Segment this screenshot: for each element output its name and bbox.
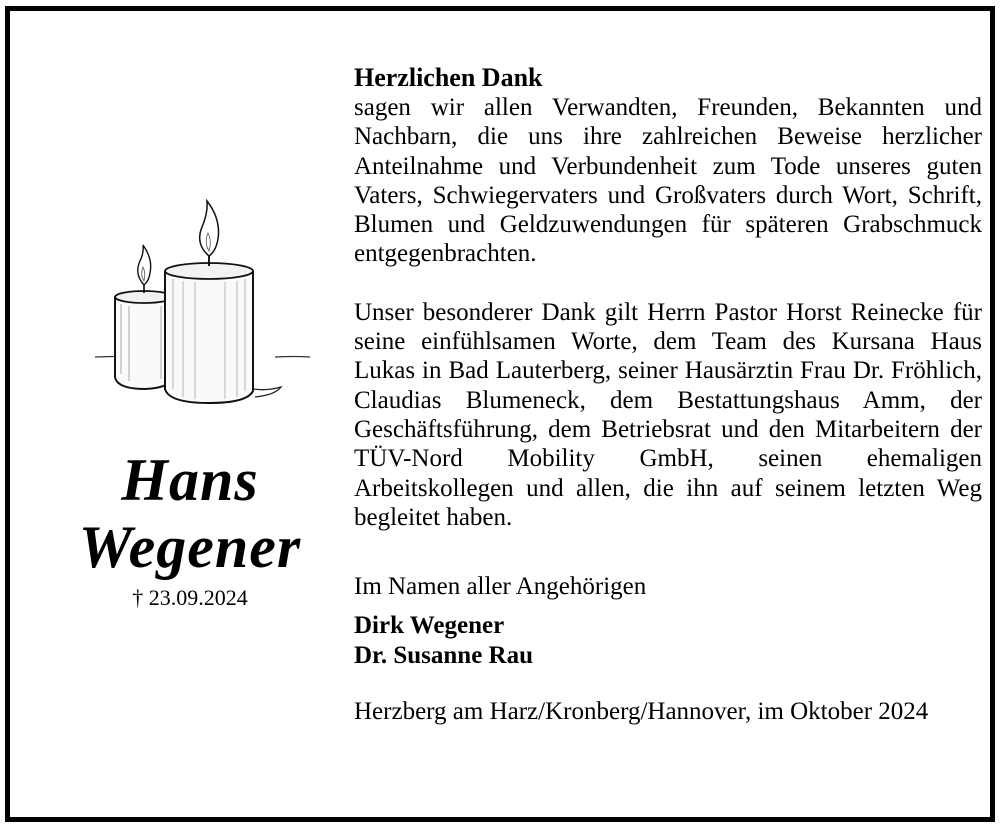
- thanks-heading: Herzlichen Dank: [354, 63, 543, 92]
- signer-name: Dr. Susanne Rau: [354, 642, 534, 670]
- candles-icon: [95, 189, 310, 414]
- deceased-first-name: Hans: [121, 447, 259, 513]
- deceased-last-name: Wegener: [78, 514, 302, 580]
- signoff-line: Im Namen aller Angehörigen: [354, 573, 647, 601]
- thanks-text: [354, 63, 982, 727]
- obituary-frame: [5, 6, 995, 822]
- thanks-paragraph-2: Unser besonderer Dank gilt Herrn Pastor Horst Reinecke für seine einfühlsamen Worte, dem Team des Kursana Haus Lukas in Bad Lauterberg, seiner Hausärztin Frau Dr. Fröhlich, Claudias Blumeneck, dem Bestattungshaus Amm, der Geschäftsführung, dem Betriebsrat und den Mitarbeitern der TÜV-Nord Mobility GmbH, seinen ehemaligen Arbeitskollegen und allen, die ihn auf seinem letzten Weg begleitet haben.: [354, 298, 982, 531]
- signer-name: Dirk Wegener: [354, 612, 505, 640]
- signers: [354, 611, 982, 671]
- death-date: † 23.09.2024: [132, 585, 248, 610]
- place-date: Herzberg am Harz/Kronberg/Hannover, im Oktober 2024: [354, 698, 929, 726]
- thanks-paragraph-1: sagen wir allen Verwandten, Freunden, Bekannten und Nachbarn, die uns ihre zahlreichen Beweise herzlicher Anteilnahme und Verbundenheit zum Tode unseres guten Vaters, Schwiegervaters und Großvaters durch Wort, Schrift, Blumen und Geldzuwendungen für späteren Grabschmuck entgegenbrachten.: [354, 94, 982, 268]
